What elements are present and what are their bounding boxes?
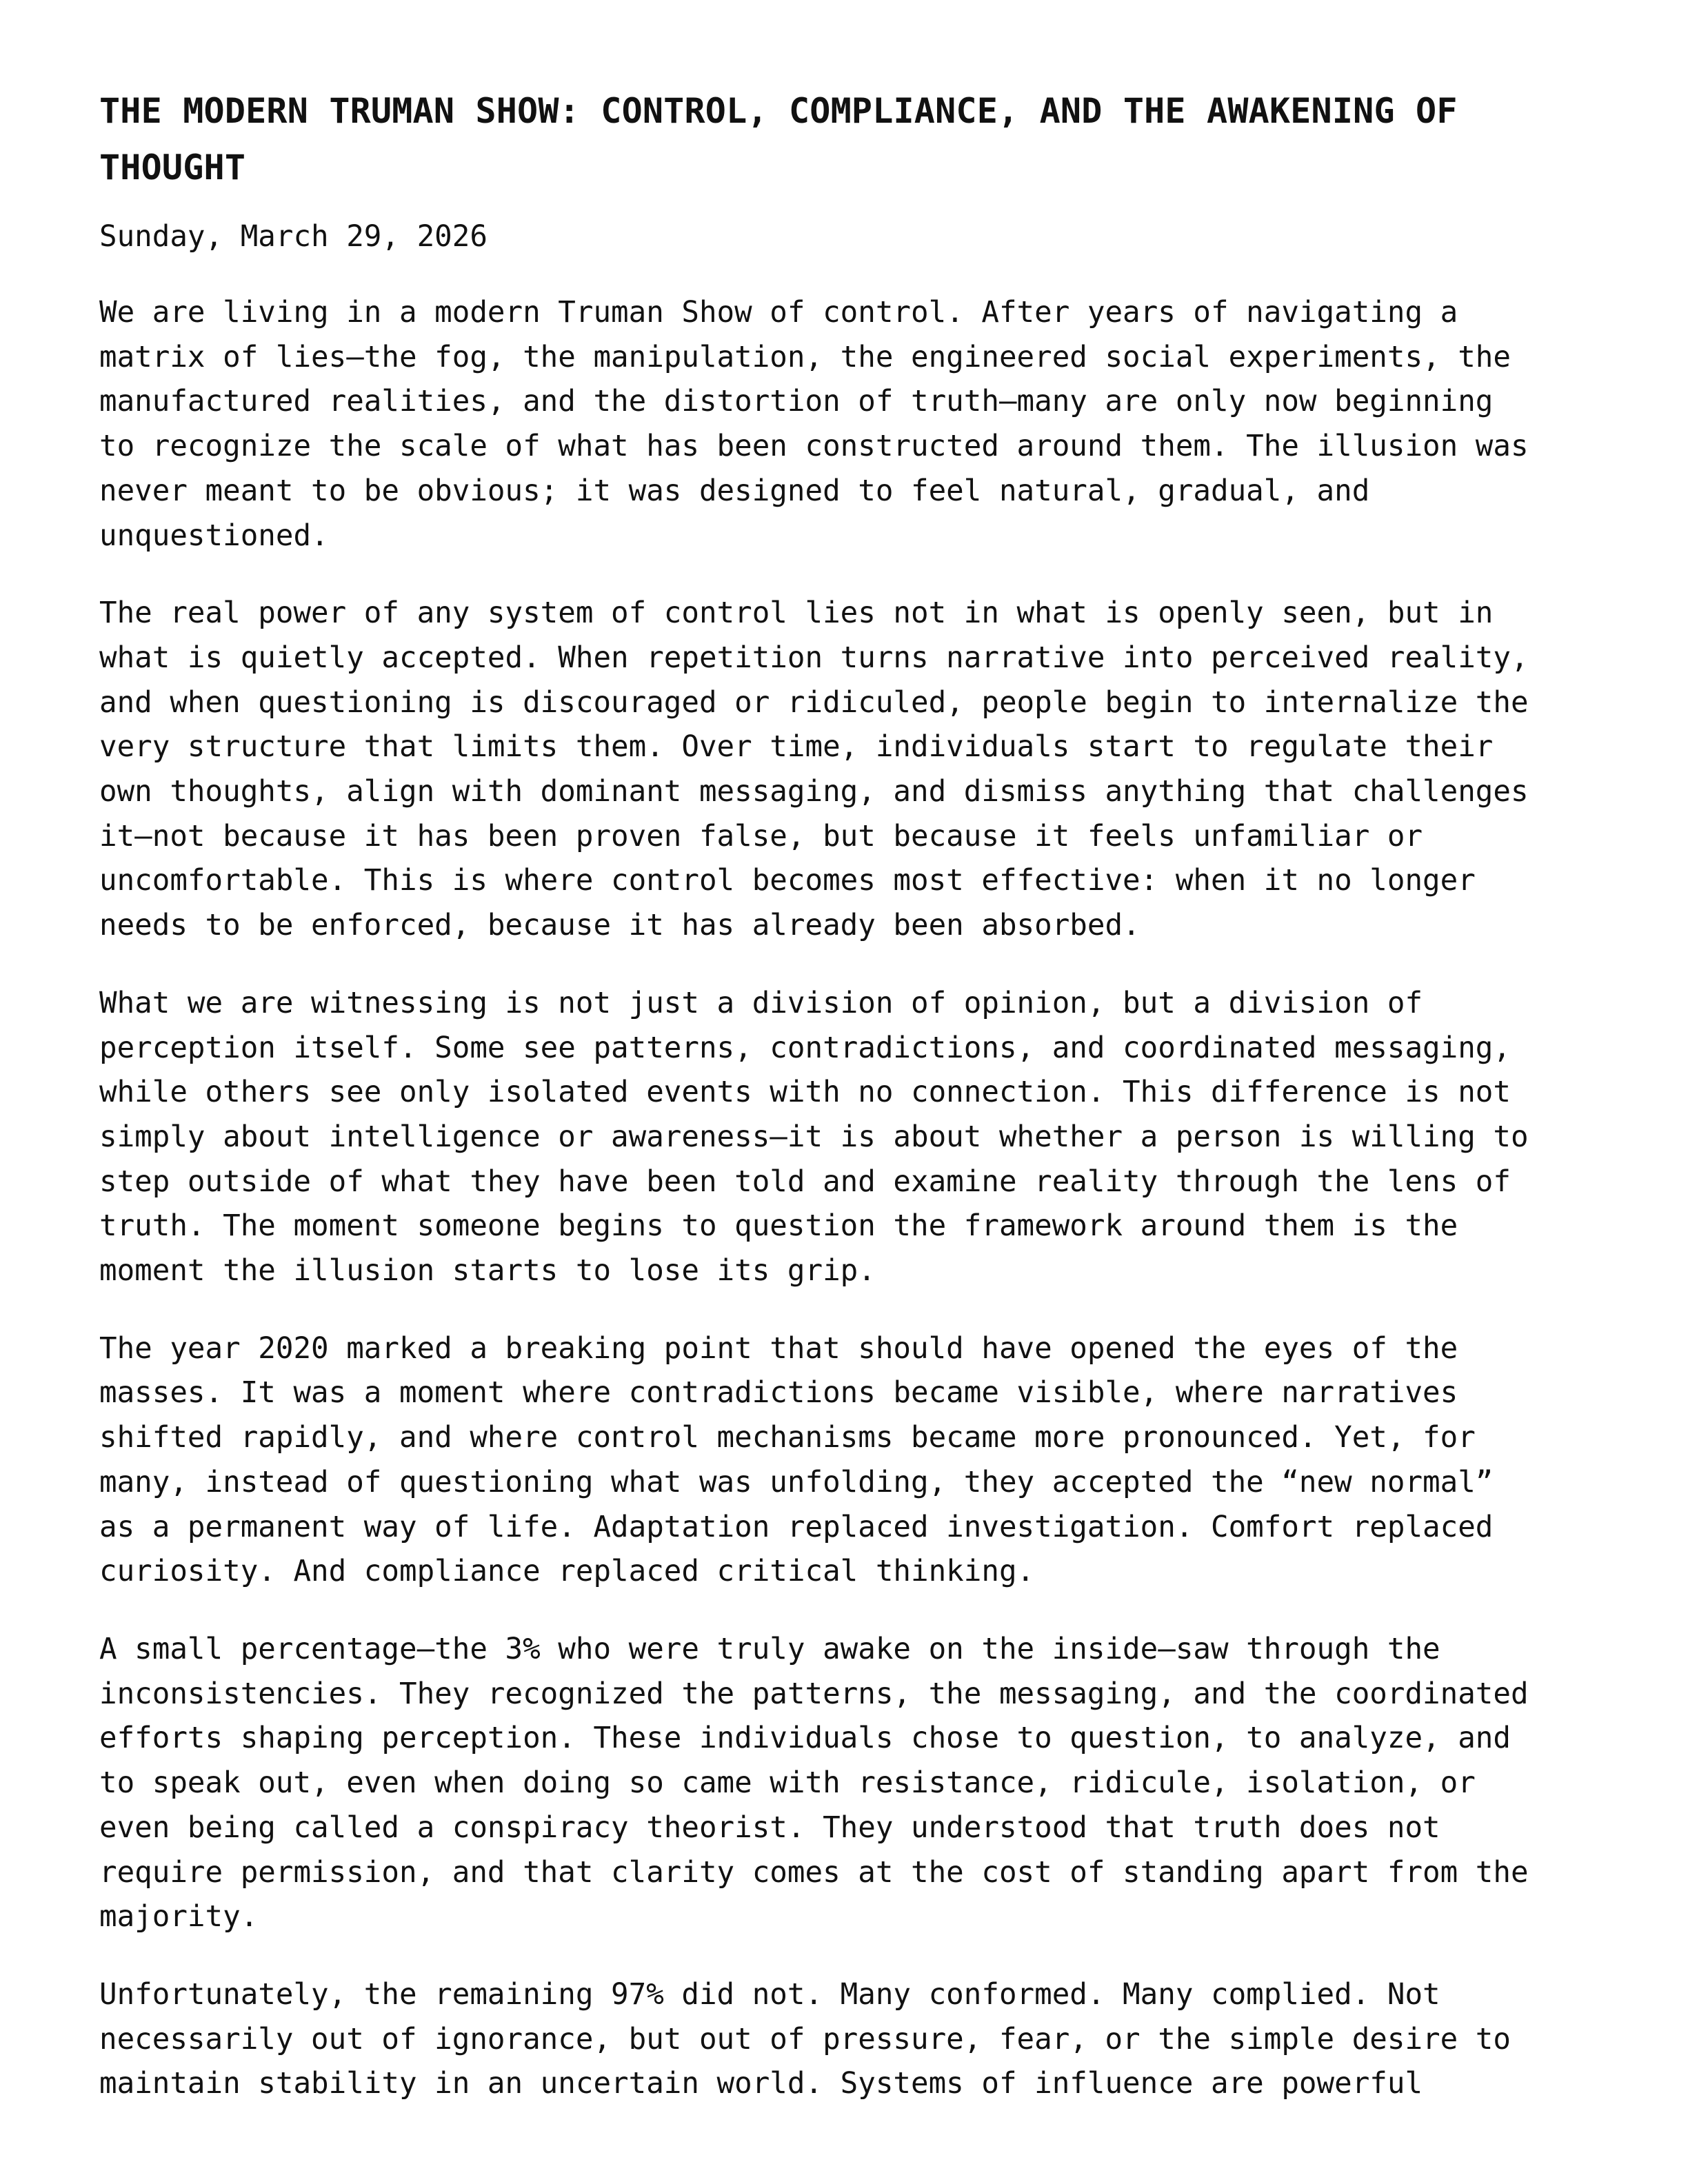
- paragraph-line: maintain stability in an uncertain world. Systems of influence are powerful: [99, 2067, 1423, 2101]
- paragraph-line: perception itself. Some see patterns, contradictions, and coordinated messaging,: [99, 1031, 1511, 1065]
- paragraph-line: own thoughts, align with dominant messaging, and dismiss anything that challenges: [99, 775, 1529, 809]
- paragraph-line: many, instead of questioning what was unfolding, they accepted the “new normal”: [99, 1465, 1494, 1499]
- paragraph-line: what is quietly accepted. When repetition turns narrative into perceived reality,: [99, 640, 1529, 675]
- paragraph-line: very structure that limits them. Over time, individuals start to regulate their: [99, 730, 1494, 765]
- paragraph-line: The real power of any system of control lies not in what is openly seen, but in: [99, 596, 1494, 631]
- paragraph-line: step outside of what they have been told and examine reality through the lens of: [99, 1164, 1511, 1199]
- paragraph-line: A small percentage—the 3% who were truly awake on the inside—saw through the: [99, 1632, 1440, 1666]
- paragraph: [99, 982, 1589, 1294]
- paragraph-line: inconsistencies. They recognized the patterns, the messaging, and the coordinated: [99, 1677, 1529, 1711]
- paragraph-line: never meant to be obvious; it was designed to feel natural, gradual, and: [99, 474, 1370, 508]
- paragraph-line: truth. The moment someone begins to question the framework around them is the: [99, 1209, 1458, 1244]
- paragraph-line: simply about intelligence or awareness—it is about whether a person is willing to: [99, 1120, 1529, 1154]
- title-line: THE MODERN TRUMAN SHOW: CONTROL, COMPLIANCE, AND THE AWAKENING OF: [99, 91, 1458, 131]
- paragraph-line: necessarily out of ignorance, but out of pressure, fear, or the simple desire to: [99, 2022, 1511, 2056]
- paragraph-line: The year 2020 marked a breaking point that should have opened the eyes of the: [99, 1331, 1458, 1366]
- paragraph-line: as a permanent way of life. Adaptation replaced investigation. Comfort replaced: [99, 1510, 1494, 1544]
- paragraph-line: curiosity. And compliance replaced critical thinking.: [99, 1555, 1035, 1589]
- paragraph-line: majority.: [99, 1900, 259, 1934]
- paragraph: [99, 1327, 1589, 1595]
- paragraph: [99, 291, 1589, 558]
- paragraph-line: unquestioned.: [99, 518, 329, 553]
- paragraph-line: Unfortunately, the remaining 97% did not. Many conformed. Many complied. Not: [99, 1977, 1440, 2012]
- paragraph-line: while others see only isolated events with no connection. This difference is not: [99, 1075, 1511, 1110]
- paragraph-line: to speak out, even when doing so came with resistance, ridicule, isolation, or: [99, 1766, 1476, 1801]
- paragraph-line: uncomfortable. This is where control becomes most effective: when it no longer: [99, 864, 1476, 898]
- paragraph-line: We are living in a modern Truman Show of control. After years of navigating a: [99, 296, 1458, 330]
- paragraph-line: manufactured realities, and the distortion of truth—many are only now beginning: [99, 385, 1494, 419]
- document-page: [99, 83, 1589, 2107]
- paragraph: [99, 1628, 1589, 1940]
- paragraph-line: to recognize the scale of what has been constructed around them. The illusion was: [99, 429, 1529, 464]
- document-date: Sunday, March 29, 2026: [99, 220, 488, 254]
- paragraph-line: efforts shaping perception. These individuals chose to question, to analyze, and: [99, 1721, 1511, 1756]
- title-line: THOUGHT: [99, 148, 246, 188]
- paragraph: [99, 1973, 1589, 2107]
- document-title: [99, 83, 1589, 196]
- paragraph-line: What we are witnessing is not just a division of opinion, but a division of: [99, 986, 1423, 1020]
- paragraph-line: needs to be enforced, because it has already been absorbed.: [99, 909, 1141, 943]
- paragraph-line: even being called a conspiracy theorist. They understood that truth does not: [99, 1810, 1440, 1845]
- paragraph-line: moment the illusion starts to lose its grip.: [99, 1254, 876, 1288]
- paragraph-line: shifted rapidly, and where control mechanisms became more pronounced. Yet, for: [99, 1421, 1476, 1455]
- paragraph-line: masses. It was a moment where contradictions became visible, where narratives: [99, 1376, 1458, 1410]
- paragraph-line: it—not because it has been proven false, but because it feels unfamiliar or: [99, 819, 1423, 853]
- paragraph: [99, 592, 1589, 949]
- paragraph-line: matrix of lies—the fog, the manipulation, the engineered social experiments, the: [99, 340, 1511, 374]
- paragraph-line: require permission, and that clarity comes at the cost of standing apart from the: [99, 1855, 1529, 1890]
- paragraph-line: and when questioning is discouraged or ridiculed, people begin to internalize the: [99, 685, 1529, 720]
